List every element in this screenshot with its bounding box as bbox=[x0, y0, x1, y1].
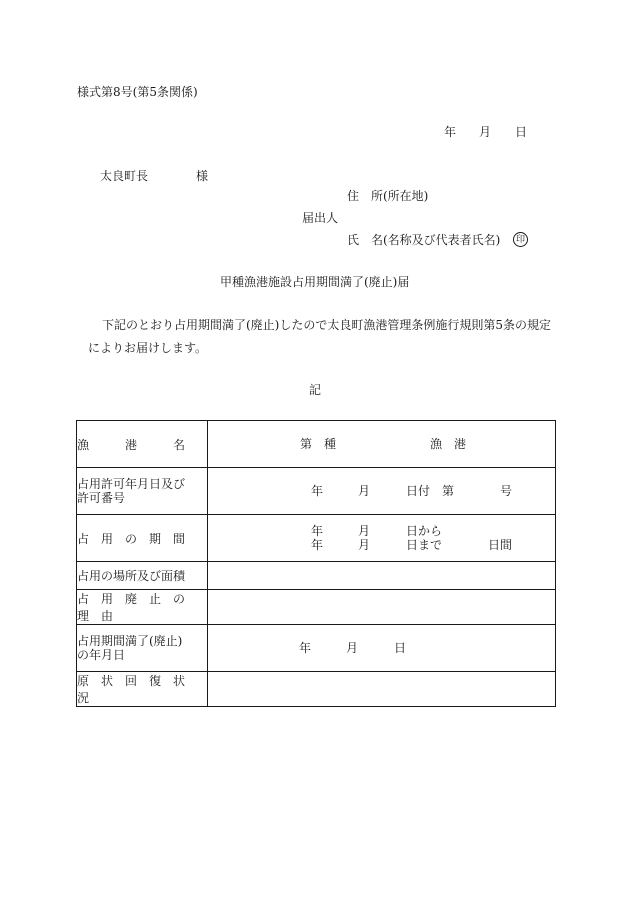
port-name-value[interactable] bbox=[208, 421, 556, 468]
permit-go: 号 bbox=[500, 484, 513, 498]
body-line-1: 下記のとおり占用期間満了(廃止)したので太良町漁港管理条例施行規則第5条の規定 bbox=[102, 318, 552, 332]
body-line-2: によりお届けします。 bbox=[88, 341, 208, 355]
seal-mark: 印 bbox=[513, 232, 528, 247]
expiry-label-line-1: 占用期間満了(廃止) bbox=[77, 634, 183, 648]
permit-value[interactable] bbox=[208, 468, 556, 515]
period-from: 日から bbox=[406, 524, 443, 538]
location-label: 占用の場所及び面積 bbox=[77, 562, 208, 590]
location-value[interactable] bbox=[208, 562, 556, 590]
addressee-name: 太良町長 bbox=[100, 169, 149, 183]
port-name-label: 漁 港 名 bbox=[77, 421, 208, 468]
expiry-date-label bbox=[77, 625, 208, 672]
permit-month: 月 bbox=[358, 484, 371, 498]
date-month-label: 月 bbox=[479, 125, 492, 139]
permit-label-line-2: 許可番号 bbox=[77, 491, 126, 505]
table-row-port-name bbox=[77, 421, 556, 468]
expiry-day: 日 bbox=[394, 641, 407, 655]
period-days: 日間 bbox=[488, 538, 513, 552]
period-year-1: 年 bbox=[311, 524, 324, 538]
applicant-name-label: 氏 名(名称及び代表者氏名) bbox=[347, 233, 501, 247]
period-label: 占 用 の 期 間 bbox=[77, 515, 208, 562]
notice-table bbox=[76, 420, 556, 707]
reason-value[interactable] bbox=[208, 590, 556, 625]
reason-label: 占 用 廃 止 の 理 由 bbox=[77, 590, 208, 625]
permit-day-number: 日付 第 bbox=[406, 484, 455, 498]
table-row-permit bbox=[77, 468, 556, 515]
applicant-label: 届出人 bbox=[302, 211, 339, 225]
table-row-reason bbox=[77, 590, 556, 625]
date-year-label: 年 bbox=[444, 125, 457, 139]
permit-label bbox=[77, 468, 208, 515]
table-row-period bbox=[77, 515, 556, 562]
period-until: 日まで bbox=[406, 538, 443, 552]
document-title: 甲種漁港施設占用期間満了(廃止)届 bbox=[220, 275, 410, 289]
restoration-value[interactable] bbox=[208, 672, 556, 707]
ki-label: 記 bbox=[309, 383, 322, 397]
permit-label-line-1: 占用許可年月日及び bbox=[77, 477, 186, 491]
form-number: 様式第8号(第5条関係) bbox=[77, 85, 198, 99]
expiry-month: 月 bbox=[346, 641, 359, 655]
addressee-honorific: 様 bbox=[196, 169, 209, 183]
table-row-restoration bbox=[77, 672, 556, 707]
port-class: 第 種 bbox=[300, 437, 337, 451]
permit-year: 年 bbox=[311, 484, 324, 498]
table-row-location bbox=[77, 562, 556, 590]
period-month-2: 月 bbox=[358, 538, 371, 552]
expiry-date-value[interactable] bbox=[208, 625, 556, 672]
restoration-label: 原 状 回 復 状 況 bbox=[77, 672, 208, 707]
expiry-year: 年 bbox=[299, 641, 312, 655]
date-day-label: 日 bbox=[515, 125, 528, 139]
period-value[interactable] bbox=[208, 515, 556, 562]
applicant-address-label: 住 所(所在地) bbox=[347, 189, 429, 203]
period-month-1: 月 bbox=[358, 524, 371, 538]
period-year-2: 年 bbox=[311, 538, 324, 552]
port-suffix: 漁 港 bbox=[430, 437, 467, 451]
table-row-expiry-date bbox=[77, 625, 556, 672]
expiry-label-line-2: の年月日 bbox=[77, 648, 126, 662]
